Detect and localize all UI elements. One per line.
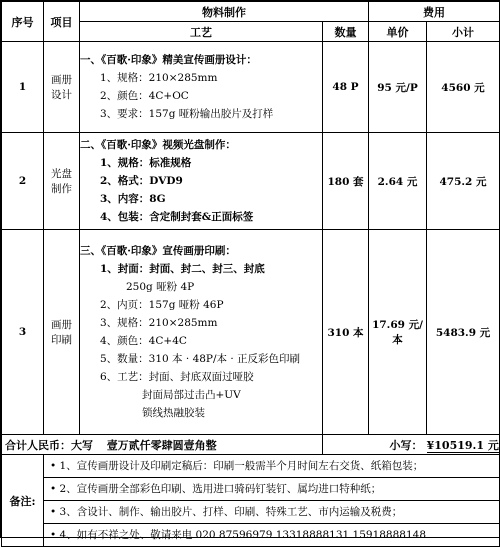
totals-lower-label: 小写： <box>323 435 427 455</box>
row-qty: 180 套 <box>323 133 369 230</box>
header-qty: 数量 <box>323 22 369 42</box>
note-item: • 4、如有不祥之处、敬请来电 020 87596979 13318888131 15918888148 <box>50 529 427 541</box>
totals-upper <box>2 435 323 455</box>
totals-lower-cell <box>427 435 500 455</box>
row-craft <box>80 230 323 435</box>
row-craft-line: 4、包装：含定制封套&正面标签 <box>100 211 254 223</box>
row-craft-line: 1、规格：标准规格 <box>100 157 192 169</box>
row-unit-price: 17.69 元/本 <box>369 230 427 435</box>
table-row <box>2 42 500 133</box>
row-item <box>44 230 80 435</box>
row-unit-price: 2.64 元 <box>369 133 427 230</box>
header-subtotal: 小计 <box>427 22 500 42</box>
note-item: • 2、宣传画册全部彩色印刷、选用进口骑码钉装钉、属均进口特种纸； <box>44 478 499 501</box>
row-craft-line: 5、数量：310 本 · 48P/本 · 正反彩色印刷 <box>100 353 301 365</box>
row-seq: 2 <box>2 133 44 230</box>
totals-row <box>2 435 500 455</box>
row-unit-price: 95 元/P <box>369 42 427 133</box>
row-craft <box>80 133 323 230</box>
row-craft-line: 4、颜色：4C+4C <box>100 335 187 347</box>
table-row <box>2 230 500 435</box>
row-subtotal: 475.2 元 <box>427 133 500 230</box>
row-item-line: 印刷 <box>51 334 72 346</box>
row-craft-line: 3、内容：8G <box>100 193 166 205</box>
header-unit-price: 单价 <box>369 22 427 42</box>
notes-row <box>2 455 500 547</box>
row-item-line: 画册 <box>51 74 72 86</box>
header-item: 项目 <box>44 2 80 42</box>
row-craft-title: 三、《百歌·印象》宣传画册印刷： <box>80 245 236 257</box>
row-item <box>44 42 80 133</box>
header-craft: 工艺 <box>80 22 323 42</box>
row-seq: 3 <box>2 230 44 435</box>
row-craft-line: 3、规格：210×285mm <box>100 317 218 329</box>
row-craft-line: 1、封面：封面、封二、封三、封底 <box>100 263 265 275</box>
row-subtotal: 4560 元 <box>427 42 500 133</box>
row-craft-line: 250g 哑粉 4P <box>126 281 195 293</box>
row-craft-title: 一、《百歌·印象》精美宣传画册设计： <box>80 54 257 66</box>
row-item <box>44 133 80 230</box>
row-craft-line: 3、要求：157g 哑粉输出胶片及打样 <box>100 108 274 120</box>
row-craft-line: 6、工艺：封面、封底双面过哑胶 <box>100 371 254 383</box>
row-qty: 48 P <box>323 42 369 133</box>
header-cost-group: 费用 <box>369 2 500 22</box>
notes-list <box>44 455 500 547</box>
row-qty: 310 本 <box>323 230 369 435</box>
row-craft-line: 2、颜色：4C+OC <box>100 90 189 102</box>
header-material-group: 物料制作 <box>80 2 369 22</box>
row-item-line: 画册 <box>51 319 72 331</box>
header-seq: 序号 <box>2 2 44 42</box>
totals-label: 合计人民币：大写 <box>5 438 93 452</box>
row-craft-line: 封面局部过击凸+UV <box>142 389 241 401</box>
row-item-line: 光盘 <box>51 168 72 180</box>
row-craft-line: 2、格式：DVD9 <box>100 175 183 187</box>
totals-lower-value: ¥10519.1 元 <box>427 439 499 455</box>
row-seq: 1 <box>2 42 44 133</box>
header-row-1 <box>2 2 500 22</box>
row-item-line: 设计 <box>51 89 72 101</box>
quotation-table <box>1 1 500 547</box>
row-item-line: 制作 <box>51 183 72 195</box>
row-craft-line: 2、内页：157g 哑粉 46P <box>100 299 224 311</box>
row-craft-title: 二、《百歌·印象》视频光盘制作： <box>80 139 236 151</box>
row-craft-line: 1、规格：210×285mm <box>100 72 218 84</box>
row-craft <box>80 42 323 133</box>
notes-label: 备注: <box>2 455 44 547</box>
row-craft-line: 锁线热融胶装 <box>142 407 205 419</box>
note-item: • 1、宣传画册设计及印刷定稿后：印刷一般需半个月时间左右交货、纸箱包装； <box>44 455 499 478</box>
table-row <box>2 133 500 230</box>
totals-upper-value: 壹万贰仟零肆圆壹角整 <box>106 438 217 452</box>
note-item: • 3、含设计、制作、输出胶片、打样、印刷、特殊工艺、市内运输及税费； <box>44 501 499 524</box>
row-subtotal: 5483.9 元 <box>427 230 500 435</box>
